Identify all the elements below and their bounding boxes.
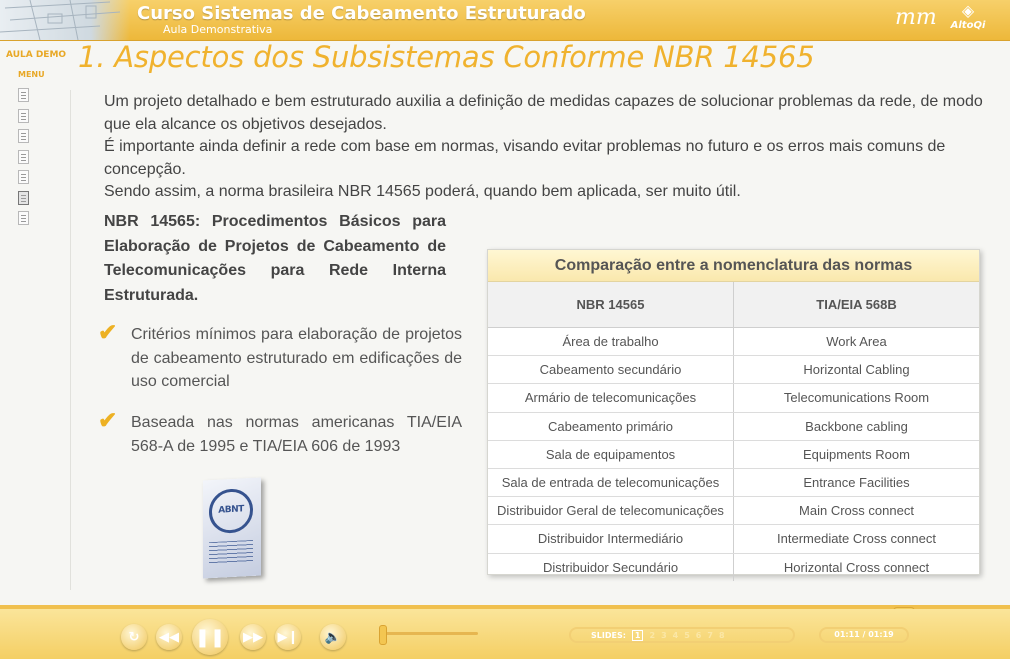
menu-page-icon[interactable] <box>18 150 29 164</box>
table-cell: Área de trabalho <box>488 328 734 356</box>
comparison-table-box <box>487 249 980 575</box>
table-cell: Sala de equipamentos <box>488 440 734 468</box>
table-cell: Horizontal Cross connect <box>783 559 930 575</box>
slide-number[interactable]: 7 <box>707 630 713 640</box>
slide-navigator <box>569 627 795 643</box>
intro-paragraph: Um projeto detalhado e bem estruturado auxilia a definição de medidas capazes de solucionar problemas da rede, de modo que ela alcance os objetivos desejados. <box>104 93 983 133</box>
table-cell: Telecomunications Room <box>734 384 980 412</box>
altoqi-logo-icon: ◈ <box>961 1 975 20</box>
next-button[interactable] <box>275 624 301 650</box>
rewind-button[interactable] <box>156 624 182 650</box>
slide-number[interactable]: 4 <box>672 630 679 640</box>
bullet-item <box>98 319 462 394</box>
replay-button[interactable] <box>121 624 147 650</box>
slide-number[interactable]: 8 <box>718 630 725 640</box>
table-row <box>488 328 979 356</box>
mm-logo: mm <box>895 5 937 30</box>
table-row <box>488 553 979 581</box>
next-icon: ▶❙ <box>277 629 299 645</box>
nbr-heading: NBR 14565: Procedimentos Básicos para Elaboração de Projetos de Cabeamento de Telecomunicações para Rede Interna Estruturada. <box>104 213 446 304</box>
table-cell: Entrance Facilities <box>734 468 980 496</box>
forward-icon: ▶▶ <box>243 629 263 645</box>
slide-title: 1. Aspectos dos Subsistemas Conforme NBR 14565 <box>78 40 815 74</box>
table-cell: Equipments Room <box>734 440 980 468</box>
aula-demo-label: AULA DEMO <box>6 50 67 60</box>
volume-slider-handle[interactable] <box>379 625 387 645</box>
table-cell: Intermediate Cross connect <box>734 525 980 553</box>
menu-page-icon[interactable] <box>18 88 29 102</box>
course-title: Curso Sistemas de Cabeamento Estruturado <box>137 3 586 24</box>
table-cell: Horizontal Cabling <box>734 356 980 384</box>
table-cell: Distribuidor Secundário <box>488 553 734 581</box>
abnt-seal-text: ABNT <box>218 504 244 516</box>
menu-divider <box>70 90 71 590</box>
intro-paragraph: É importante ainda definir a rede com base em normas, visando evitar problemas no futuro e os erros mais comuns de concepção. <box>104 138 946 178</box>
slide-number[interactable]: 3 <box>661 630 667 640</box>
column-header-nbr: NBR 14565 <box>488 282 734 328</box>
forward-button[interactable] <box>240 624 266 650</box>
time-display: 01:11 / 01:19 <box>819 627 909 643</box>
volume-button[interactable] <box>320 624 346 650</box>
table-caption: Comparação entre a nomenclatura das normas <box>488 250 979 282</box>
table-row <box>488 525 979 553</box>
slide-number[interactable]: 6 <box>695 630 702 640</box>
table-row <box>488 440 979 468</box>
rewind-icon: ◀◀ <box>159 629 179 645</box>
comparison-table <box>488 282 979 581</box>
table-header-row <box>488 282 979 328</box>
table-row <box>488 497 979 525</box>
altoqi-logo <box>948 2 988 31</box>
replay-icon: ↻ <box>128 629 140 645</box>
table-cell: Armário de telecomunicações <box>488 384 734 412</box>
column-header-tia: TIA/EIA 568B <box>734 282 980 328</box>
pause-button[interactable] <box>192 619 228 655</box>
table-row <box>488 468 979 496</box>
altoqi-logo-text: AltoQi <box>950 20 986 31</box>
intro-paragraph: Sendo assim, a norma brasileira NBR 14565 poderá, quando bem aplicada, ser muito útil. <box>104 183 741 200</box>
table-cell: Distribuidor Intermediário <box>488 525 734 553</box>
course-subtitle: Aula Demonstrativa <box>163 23 273 36</box>
table-cell: Cabeamento secundário <box>488 356 734 384</box>
table-cell: Work Area <box>734 328 980 356</box>
menu-page-icon-current[interactable] <box>18 191 29 205</box>
menu-page-icon[interactable] <box>18 129 29 143</box>
table-cell: Backbone cabling <box>734 412 980 440</box>
slide-number-current[interactable]: 1 <box>632 630 644 641</box>
check-icon: ✔ <box>98 407 118 433</box>
intro-text <box>104 91 994 204</box>
table-row <box>488 356 979 384</box>
speaker-icon: 🔈 <box>324 629 342 645</box>
slides-label: SLIDES: <box>591 630 626 640</box>
table-cell: Sala de entrada de telecomunicações <box>488 468 734 496</box>
bullet-text: Critérios mínimos para elaboração de projetos de cabeamento estruturado em edificações de uso comercial <box>131 326 462 390</box>
header-bar <box>0 0 1010 41</box>
volume-slider-track[interactable] <box>383 632 478 635</box>
bullet-item <box>98 407 462 458</box>
menu-page-icon[interactable] <box>18 211 29 225</box>
bullet-text: Baseada nas normas americanas TIA/EIA 568-A de 1995 e TIA/EIA 606 de 1993 <box>131 414 462 455</box>
abnt-seal <box>209 488 253 534</box>
table-cell: Distribuidor Geral de telecomunicações <box>488 497 734 525</box>
slide-number[interactable]: 5 <box>684 630 690 640</box>
table-cell: Cabeamento primário <box>488 412 734 440</box>
menu-page-icon[interactable] <box>18 170 29 184</box>
header-blueprint-decoration <box>0 0 130 40</box>
abnt-book-image <box>203 477 261 578</box>
check-icon: ✔ <box>98 319 118 345</box>
slide-number[interactable]: 2 <box>649 630 656 640</box>
abnt-book-lines <box>209 540 253 564</box>
table-cell: Main Cross connect <box>734 497 980 525</box>
menu-page-icon[interactable] <box>18 109 29 123</box>
table-row <box>488 412 979 440</box>
pause-icon: ❚❚ <box>194 626 226 648</box>
table-row <box>488 384 979 412</box>
menu-label: MENU <box>18 70 45 79</box>
